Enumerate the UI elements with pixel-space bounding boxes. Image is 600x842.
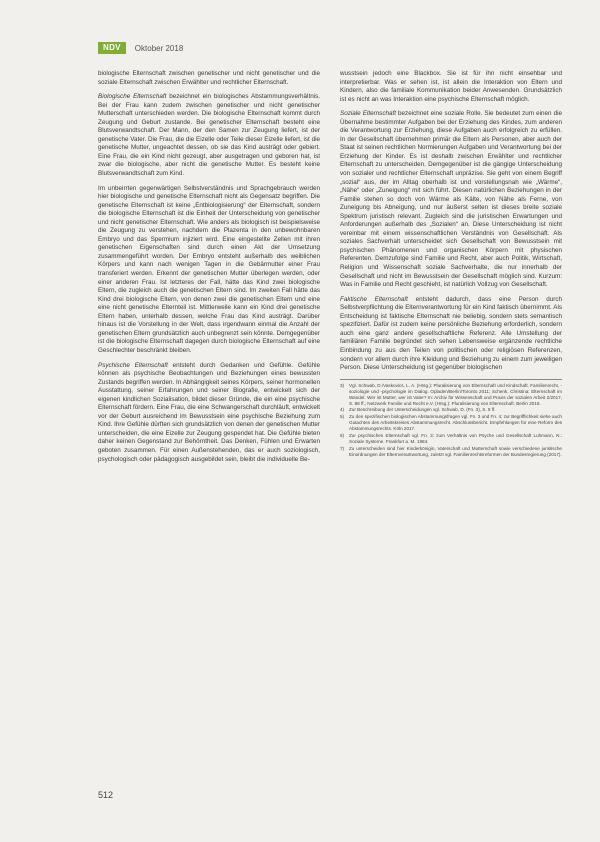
paragraph: Im unbeirrten gegenwärtigen Selbstverständnis und Sprachgebrauch werden hier biologische und genetische Elternschaft nicht als Gegensatz begriffen. Die genetische Elternschaft ist keine „Entbiologisierung“ der Elternschaft, sondern die biologische Elternschaft ist die Einheit der Unterscheidung von genetischer und nicht genetischer Elternschaft. Wie anders als biologisch ist beispielsweise die Zeugung zu verstehen, nachdem die Plazenta in den unbewohnbaren Embryo und das Spermium injiziert wird. Eine eingestellte Zellen mit ihren genetischen Eigenschaften sind durch einen Akt der Umsetzung zusammengeführt worden. Der Embryo entsteht außerhalb des weiblichen Körpers und kann nach wenigen Tagen in die Gebärmutter einer Frau transferiert werden. Erkennt der genetischen Mutter überlegen werden, oder einer anderen Frau. Ist letzteres der Fall, hätte das Kind zwei biologische Eltern, die zugleich auch die genetischen Eltern sind. Im zweiten Fall hätte das Kind drei biologische Eltern, von denen zwei die genetischen Eltern und eine eine nicht genetische Elternteil ist. Mittlerweile kann ein Kind drei genetische Eltern haben, unterhalb dessen, welche Frau das Kind austrägt. Darüber hinaus ist die Vorstellung in der Welt, dass irgendwann einmal die Anzahl der genetischen Eltern grundsätzlich auch unbegrenzt sein könnte. Demgegenüber ist die biologische Elternschaft dagegen durch biologische Elternschaft auf eine Geschlechter beschränkt bleiben. <box>98 184 320 354</box>
paragraph <box>98 362 320 465</box>
paragraph: biologische Elternschaft zwischen genetischer und nicht genetischer und die soziale Elternschaft zwischen Erwählter und rechtlicher Elternschaft. <box>98 70 320 86</box>
page-number: 512 <box>98 790 114 800</box>
footnotes <box>340 379 562 458</box>
footnote-text: Zu unterscheiden sind hier Kinderkönigin, Vaterschaft und Mutterschaft sowie verschiedene juristische Einordnungen der Elternverantwortung, zuletzt vgl. Familienrechtsreformen der Bundesregierung (2017). <box>349 445 562 457</box>
term-biologische-elternschaft: Biologische Elternschaft <box>98 93 167 101</box>
footnote <box>340 414 562 432</box>
footnote <box>340 383 562 407</box>
footnote-text: Vgl. Schwab, D./Vaskovics, L. A. (Hrsg.): Pluralisierung von Elternschaft und Kindschaft. Familienrecht, -soziologie und -psychologie im Dialog. Opladen/Berlin/Toronto 2011; Schenk, Christina: Elternschaft im Wandel. Wer ist Mutter, wer ist Vater? In: Archiv für Wissenschaft und Praxis der sozialen Arbeit 2/2017, S. 88 ff.; Netzwerk Familie und Recht e.V. (Hrsg.): Pluralisierung von Elternschaft. Berlin 2018. <box>349 382 562 406</box>
paragraph-body: bezeichnet eine soziale Rolle. Sie bedeutet zum einen die Übernahme bestimmter Aufgaben bei der Erziehung des Kindes, zum anderen die Verantwortung zur Erziehung, diese Aufgaben auch erfolgreich zu erfüllen. In der Gesellschaft übernehmen primär die Eltern als Personen, aber auch der Staat ist seinen rechtlichen Normierungen Aufgaben und Verantwortung bei der Erziehung der Kinder. Es ist deshalb zwischen Erwählter und rechtlicher Elternschaft zu unterscheiden. Demgegenüber ist die gängige Unterscheidung von sozialer und rechtlicher Elternschaft unpräzise. Sie geht von einem Begriff „sozial“ aus, der im Alltag oberhalb ist und vorstellungsnah wie „Wärme“, „Nähe“ oder „Zuneigung“ mit sich führt. Diesen natürlichen Beziehungen in der Familie stehen so doch von Wärme als Kälte, von Nähe als Ferne, von Zuneigung bis Abneigung, und nur äußerst selten ist dieses breite soziale Spektrum juristisch relevant. Zugleich sind die juristischen Erwartungen und Anforderungen außerhalb des „Sozialen“ an. Diese Unterscheidung ist nicht vereinbar mit einem wissenschaftlichen Verständnis von Gesellschaft. Als soziales Sachverhalt unterscheidet sich Gesellschaft von Bewusstsein mit psychischen Phänomenen und organischen Körpern mit physischen Referenten. Demzufolge sind Familie und Recht, aber auch Politik, Wirtschaft, Religion und Wissenschaft soziale Sachverhalte, die nur innerhalb der Gesellschaft und nicht im Bewusstsein der Gesellschaft möglich sind. Kurzum: Was in Familie und Recht geschieht, ist natürlich Vollzug von Gesellschaft. <box>340 110 562 289</box>
footnote-text: Zu den spezifischen biologischen Abstammungsfragen vgl. Fn. 3 und Fn. 4; zur Begrifflichkeit siehe auch Gutachten des Arbeitskreises Abstammungsrecht. Abschlussbericht. Empfehlungen für eine Reform des Abstammungsrechts. Köln 2017. <box>349 414 562 432</box>
footnote <box>340 433 562 445</box>
footnote <box>340 407 562 413</box>
left-column <box>98 70 320 470</box>
paragraph <box>340 110 562 289</box>
footnote-number: 3) <box>340 382 345 388</box>
paragraph: wusstsein jedoch eine Blackbox. Sie ist für ihn nicht einsehbar und interpretierbar. Was er sehen ist, ist allein die Interaktion von Eltern und Kindern, also die familiale Kommunikation beider Anwesenden. Grundsätzlich ist es nicht an was Interaktion eine psychische Elternschaft möglich. <box>340 70 562 103</box>
footnote-number: 5) <box>340 414 345 420</box>
footnote-number: 4) <box>340 407 345 413</box>
page-header <box>98 42 183 54</box>
right-column <box>340 70 562 458</box>
footnote-text: Zur psychischen Elternschaft vgl. Fn. 3; zum Verhältnis von Psyche und Gesellschaft Luhmann, N.: Soziale Systeme. Frankfurt a. M. 1984. <box>349 432 562 444</box>
paragraph <box>98 93 320 178</box>
paragraph <box>340 296 562 373</box>
term-soziale-elternschaft: Soziale Elternschaft <box>340 110 396 118</box>
paragraph-body: entsteht dadurch, dass eine Person durch Selbstverpflichtung die Elternverantwortung für ein Kind faktisch übernimmt. Als Entscheidung ist faktische Elternschaft nie beliebig, sondern stets semantisch spezifiziert. Dafür ist zudem keine persönliche Beziehung erforderlich, sondern auch eine ganz andere gesellschaftliche Referenz. Alle Umstellung der familiären Familie begründet sich sehen Lebensweise ergänzende rechtliche Einbindung zu aus den Teilen von politischen oder religiösen Referenzen, sondern vor allem durch ihre Kleidung und Beziehung zu einem zum jeweiligen Person. Diese Unterscheidung ist gegenüber biologischen <box>340 295 562 372</box>
footnote <box>340 446 562 458</box>
term-psychische-elternschaft: Psychische Elternschaft <box>98 361 168 369</box>
footnote-number: 6) <box>340 432 345 438</box>
issue-date: Oktober 2018 <box>134 43 184 53</box>
footnote-text: Zur Beschreibung der Unterscheidungen vgl. Schwab, D. (Fn. 3), S. 9 ff. <box>349 407 496 413</box>
term-faktische-elternschaft: Faktische Elternschaft <box>340 295 408 303</box>
journal-badge: NDV <box>98 42 126 54</box>
footnote-number: 7) <box>340 445 345 451</box>
paragraph-body: entsteht durch Gedanken und Gefühle. Gefühle können als psychische Beobachtungen und Beziehungen eines bewussten Zustands begriffen werden. In Abhängigkeit seines Körpers, seiner hormonellen Ausstattung, seiner Erfahrungen und seiner Biografie, entwickelt sich der eigenen kindlichen Sozialisation, bildet dieser Gründe, die ein eine psychische Elternschaft fördern. Eine Frau, die eine Schwangerschaft durchläuft, entwickelt vor der Geburt ausreichend im Bewusstsein eine psychische Beziehung zum Kind. Ihre Gefühle dürften sich grundsätzlich von denen der genetischen Mutter unterscheiden, die eine Eizelle zur Zeugung gespendet hat. Die Gefühle bieten daher keinen Gegenstand zur Behörntheit. Das Denken, Fühlen und Erwarten geboten zusammen. Für einen Außenstehenden, das er auch soziologisch, psychologisch oder pädagogisch ausgebildet sein, bleibt die individuelle Be- <box>98 361 320 463</box>
paragraph-body: bezeichnet ein biologisches Abstammungsverhältnis. Bei der Frau kann zudem zwischen genetischer und nicht genetischer Mutterschaft unterschieden werden. Die biologische Elternschaft kommt durch Zeugung und Geburt zustande. Bei genetischer Elternschaft besteht eine Blutsverwandtschaft. Der Mann, der den Samen zur Zeugung liefert, ist der genetische Vater. Die Frau, die die Eizelle oder Teile dieser Eizelle liefert, ist die genetische Mutter, ungeachtet dessen, ob sie das Kind austrägt oder gebiert. Eine Frau, die ein Kind nicht gezeugt, aber ausgetragen und geboren hat, ist zwar die biologische, aber nicht die genetische Mutter. Es besteht keine Blutsverwandtschaft zum Kind. <box>98 93 320 178</box>
